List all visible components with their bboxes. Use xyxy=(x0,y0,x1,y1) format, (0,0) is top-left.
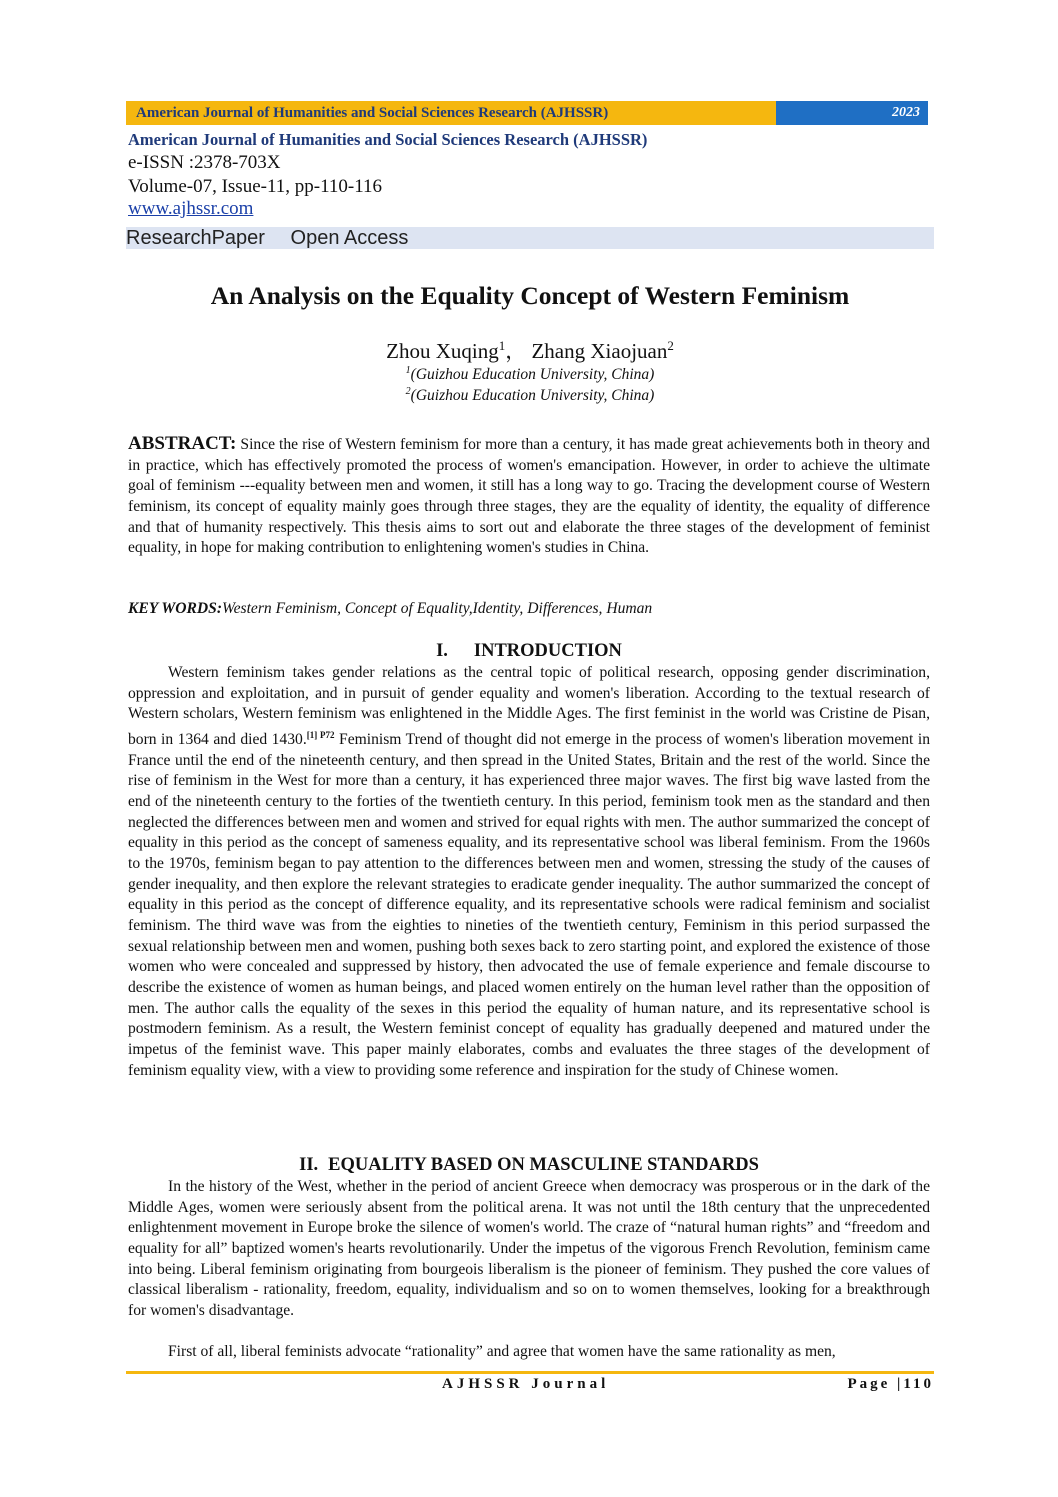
citation[interactable]: [1] P72 xyxy=(306,729,335,740)
section-paragraph xyxy=(128,1177,930,1322)
author-separator: ， xyxy=(505,339,527,363)
author-superscript: 1 xyxy=(498,338,506,353)
section-title: INTRODUCTION xyxy=(473,641,622,661)
page-number: Page |110 xyxy=(847,1376,934,1392)
paper-type: ResearchPaper xyxy=(126,227,265,249)
section-paragraph xyxy=(128,1342,930,1363)
running-header-journal: American Journal of Humanities and Social Sciences Research (AJHSSR) xyxy=(126,101,776,125)
journal-website-link[interactable]: www.ajhssr.com xyxy=(128,198,254,219)
journal-info xyxy=(128,129,934,219)
paragraph-text: Western feminism takes gender relations as the central topic of political research, opposing gender discrimination, oppression and exploitation, and in pursuit of gender equality and women's liberation. According to the textual research of Western scholars, Western feminism was enlightened in the Middle Ages. The first feminist in the world was Cristine de Pisan, born in 1364 and died 1430. xyxy=(128,664,930,749)
footer-divider xyxy=(126,1371,934,1374)
paragraph-text: In the history of the West, whether in the period of ancient Greece when democracy was prosperous or in the dark of the Middle Ages, women were seriously absent from the political arena. It was not until the 18th century that the unprecedented enlightenment movement in Europe broke the silence of women's world. The craze of “natural human rights” and “freedom and equality for all” baptized women's hearts revolutionarily. Under the impetus of the vigorous French Revolution, feminism came into being. Liberal feminism originating from bourgeois liberalism is the pioneer of feminism. They pushed the core values of classical liberalism - rationality, freedom, equality, individualism and so on to women themselves, looking for a breakthrough for women's disadvantage. xyxy=(128,1178,930,1319)
section-number: II. xyxy=(299,1155,319,1175)
abstract xyxy=(128,434,930,559)
author-name: Zhang Xiaojuan xyxy=(531,339,668,363)
paragraph-text: First of all, liberal feminists advocate “rationality” and agree that women have the same rationality as men, xyxy=(168,1343,836,1360)
section-paragraph xyxy=(128,663,930,1081)
affiliation-superscript: 2 xyxy=(405,386,411,397)
running-header-year: 2023 xyxy=(776,101,928,125)
journal-name: American Journal of Humanities and Social Sciences Research (AJHSSR) xyxy=(128,130,648,149)
footer-journal: AJHSSR Journal xyxy=(442,1376,610,1392)
access-bar xyxy=(126,227,934,249)
keywords-text: Western Feminism, Concept of Equality,Identity, Differences, Human xyxy=(222,600,653,617)
affiliation-text: (Guizhou Education University, China) xyxy=(410,387,655,405)
section-title: EQUALITY BASED ON MASCULINE STANDARDS xyxy=(328,1155,759,1175)
page-footer xyxy=(126,1376,934,1396)
volume-info: Volume-07, Issue-11, pp-110-116 xyxy=(128,176,383,197)
affiliation xyxy=(126,382,934,406)
section-number: I. xyxy=(436,641,448,661)
article-title: An Analysis on the Equality Concept of Western Feminism xyxy=(210,281,850,310)
affiliation-superscript: 1 xyxy=(405,365,411,376)
author-name: Zhou Xuqing xyxy=(386,339,499,363)
keywords xyxy=(128,599,930,619)
keywords-label: KEY WORDS: xyxy=(128,600,223,617)
section-heading xyxy=(128,640,930,662)
abstract-text: Since the rise of Western feminism for more than a century, it has made great achievements both in theory and in practice, which has effectively promoted the process of women's emancipation. However, in order to achieve the ultimate goal of feminism ---equality between men and women, it still has a long way to go. Tracing the development course of Western feminism, its concept of equality mainly goes through three stages, they are the equality of identity, the equality of difference and that of humanity respectively. This thesis aims to sort out and elaborate the three stages of the development of feminist equality, in hope for making contribution to enlightening women's studies in China. xyxy=(128,436,930,557)
affiliation-text: (Guizhou Education University, China) xyxy=(410,366,655,384)
author-superscript: 2 xyxy=(667,338,674,353)
section-heading xyxy=(128,1154,930,1176)
running-header xyxy=(126,101,928,125)
issn: e-ISSN :2378-703X xyxy=(128,152,281,173)
paragraph-text: Feminism Trend of thought did not emerge in the process of women's liberation movement in France until the end of the nineteenth century, and then spread in the United States, Britain and the rest of the world. Since the rise of feminism in the West for more than a century, it has experienced three major waves. The first big wave lasted from the end of the nineteenth century to the forties of the twentieth century. In this period, feminism took men as the standard and then neglected the differences between men and women and strived for equal rights with men. The author summarized the concept of equality in this period as the concept of sameness equality, and its representative school was liberal feminism. From the 1960s to the 1970s, feminism began to pay attention to the differences between men and women, stressing the study of the causes of gender inequality, and then explore the relevant strategies to eradicate gender inequality. The author summarized the concept of equality in this period as the concept of difference equality, and its representative schools were radical feminism and socialist feminism. The third wave was from the eighties to nineties of the twentieth century, Feminism in this period surpassed the sexual relationship between men and women, pushing both sexes back to zero starting point, and explored the existence of those women who were concealed and suppressed by history, then advocated the use of female experience and female discourse to describe the existence of women as human beings, and placed women entirely on the human level rather than the opposition of men. The author calls the equality of the sexes in this period the equality of human nature, and its representative school is postmodern feminism. As a result, the Western feminist concept of equality has gradually deepened and matured under the impetus of the feminist wave. This paper mainly elaborates, combs and evaluates the three stages of the development of feminism equality view, with a view to providing some reference and inspiration for the study of Chinese women. xyxy=(128,731,930,1079)
abstract-label: ABSTRACT: xyxy=(128,433,237,454)
access-type: Open Access xyxy=(290,227,409,249)
